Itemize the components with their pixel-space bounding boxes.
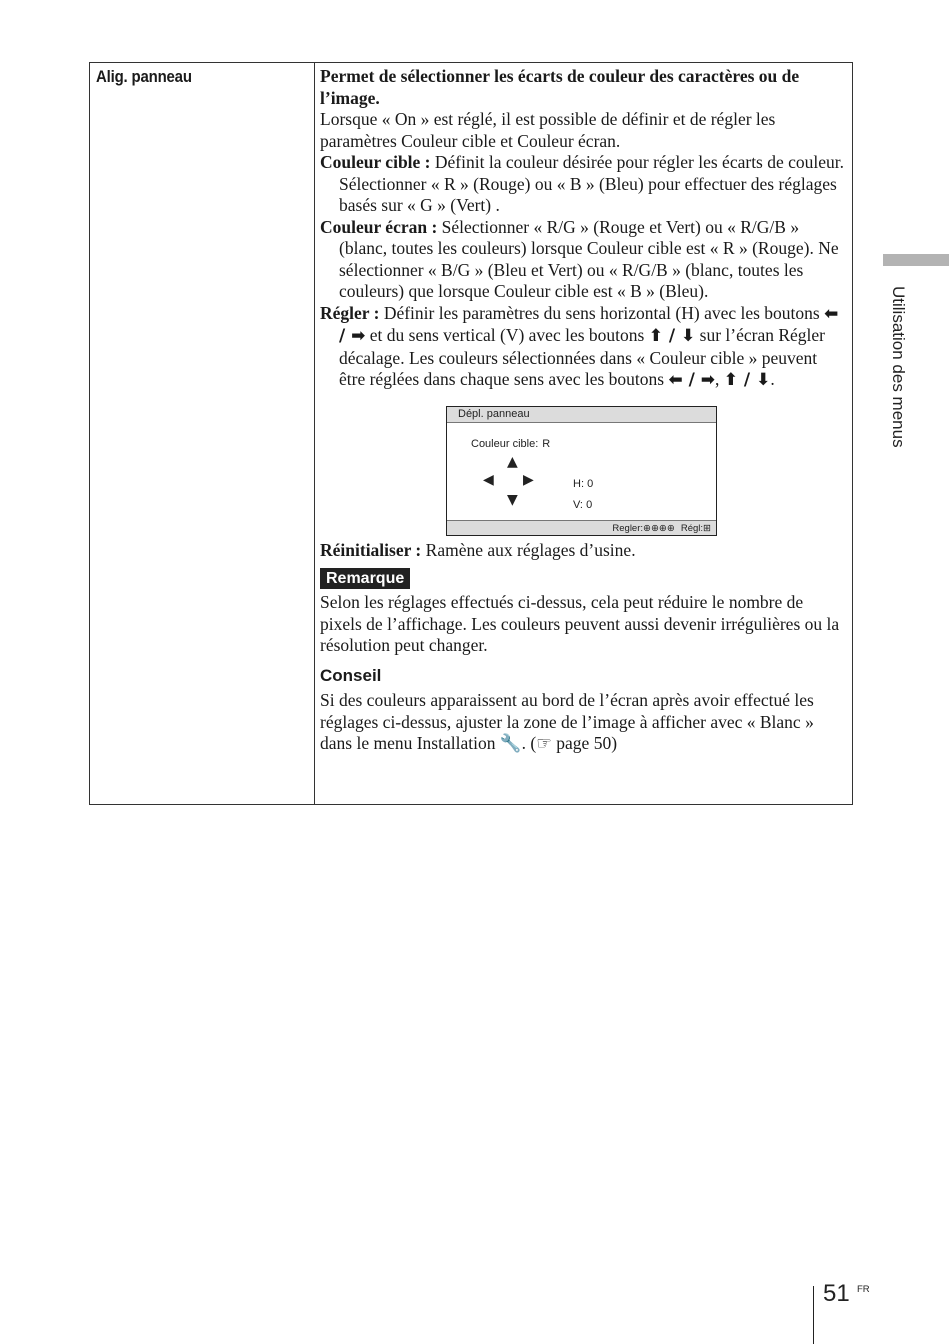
target-color-text: Définit la couleur désirée pour régler les écarts de couleur. Sélectionner « R » (Rouge) ou « B » (Bleu) pour effectuer des réglages basés sur « G » (Vert) . [339, 152, 845, 215]
v-value: 0 [586, 498, 593, 511]
adjust-text-3: sur l’écran Régler décalage. Les couleurs sélectionnées dans « Couleur cible » peuvent être réglées dans chaque sens avec les boutons [339, 325, 825, 389]
h-label: H: [573, 477, 584, 490]
slash-separator: / [682, 370, 701, 390]
target-color-term: Couleur cible : [320, 152, 431, 172]
pad-up-icon: ▲ [507, 453, 518, 470]
note-badge: Remarque [320, 568, 410, 589]
h-value: 0 [587, 477, 594, 490]
screen-color-text: Sélectionner « R/G » (Rouge et Vert) ou « R/G/B » (blanc, toutes les couleurs) lorsque Couleur cible est « R » (Rouge). Ne sélectionner « B/G » (Bleu et Vert) ou « R/G/B » (blanc, toutes les couleurs) que lorsque Couleur cible est « B » (Bleu). [339, 216, 839, 301]
tip-text-before: Si des couleurs apparaissent au bord de l’écran après avoir effectué les réglages ci-dessus, ajuster la zone de l’image à afficher avec « Blanc » dans le menu Installation [320, 690, 814, 753]
footer-adjust-hint: Regler:⊕⊕⊕⊕ [612, 522, 675, 534]
arrow-up-icon: ⬆ [648, 326, 663, 346]
menu-screen-title: Dépl. panneau [447, 407, 716, 423]
target-color-item [320, 152, 846, 217]
comma-separator: , [715, 369, 724, 389]
reset-item [320, 540, 846, 562]
setting-description [320, 66, 846, 755]
adjust-text-2: et du sens vertical (V) avec les boutons [365, 325, 649, 345]
slash-separator: / [662, 326, 682, 346]
adjust-item [320, 303, 846, 392]
arrow-down-icon: ⬇ [756, 370, 771, 390]
direction-pad [483, 452, 543, 512]
arrow-right-icon: ➡ [351, 326, 366, 346]
v-row [573, 495, 593, 516]
reset-term: Réinitialiser : [320, 539, 422, 560]
section-tab-bar [883, 254, 949, 266]
page-language: FR [857, 1284, 870, 1295]
v-label: V: [573, 498, 583, 511]
screen-color-term: Couleur écran : [320, 216, 438, 237]
pad-left-icon: ◀ [483, 471, 494, 488]
arrow-down-icon: ⬇ [681, 326, 696, 346]
reset-text: Ramène aux réglages d’usine. [421, 539, 636, 560]
setting-label: Alig. panneau [96, 67, 192, 86]
intro-bold: Permet de sélectionner les écarts de couleur des caractères ou de l’image. [320, 66, 800, 108]
slash-separator: / [339, 326, 352, 346]
offset-values [573, 474, 593, 516]
menu-screen-footer [447, 520, 716, 535]
arrow-left-icon: ⬅ [824, 303, 839, 324]
footer-set-hint: Régl:⊞ [680, 522, 711, 534]
tip-page-ref: page 50) [551, 733, 618, 753]
page-number-rule [813, 1286, 814, 1344]
slash-separator: / [738, 370, 757, 390]
adjust-text-4: . [770, 369, 775, 389]
arrow-up-icon: ⬆ [723, 370, 739, 390]
page-number: 51 [823, 1280, 850, 1307]
settings-table [89, 62, 853, 805]
menu-target-label: Couleur cible: [471, 437, 539, 450]
screen-color-item [320, 217, 846, 303]
pad-right-icon: ▶ [523, 471, 534, 488]
tip-title: Conseil [320, 665, 382, 685]
panel-shift-menu-screen [446, 406, 717, 536]
pad-down-icon: ▼ [507, 491, 518, 508]
tip-text-mid: . ( [521, 733, 537, 753]
adjust-term: Régler : [320, 302, 380, 323]
column-divider [314, 63, 315, 804]
note-text: Selon les réglages effectués ci-dessus, cela peut réduire le nombre de pixels de l’affichage. Les couleurs peuvent aussi devenir irrégulières ou la résolution peut changer. [320, 592, 840, 655]
tip-text [320, 690, 846, 755]
hand-pointer-icon: ☞ [536, 733, 552, 753]
adjust-text-1: Définir les paramètres du sens horizontal (H) avec les boutons [379, 302, 825, 323]
arrow-right-icon: ➡ [700, 370, 716, 390]
arrow-left-icon: ⬅ [668, 370, 683, 390]
menu-target-value: R [542, 437, 551, 450]
intro-text: Lorsque « On » est réglé, il est possible de définir et de régler les paramètres Couleur cible et Couleur écran. [320, 109, 776, 151]
wrench-icon: 🔧 [499, 733, 522, 753]
h-row [573, 474, 593, 495]
section-side-label: Utilisation des menus [889, 286, 908, 448]
